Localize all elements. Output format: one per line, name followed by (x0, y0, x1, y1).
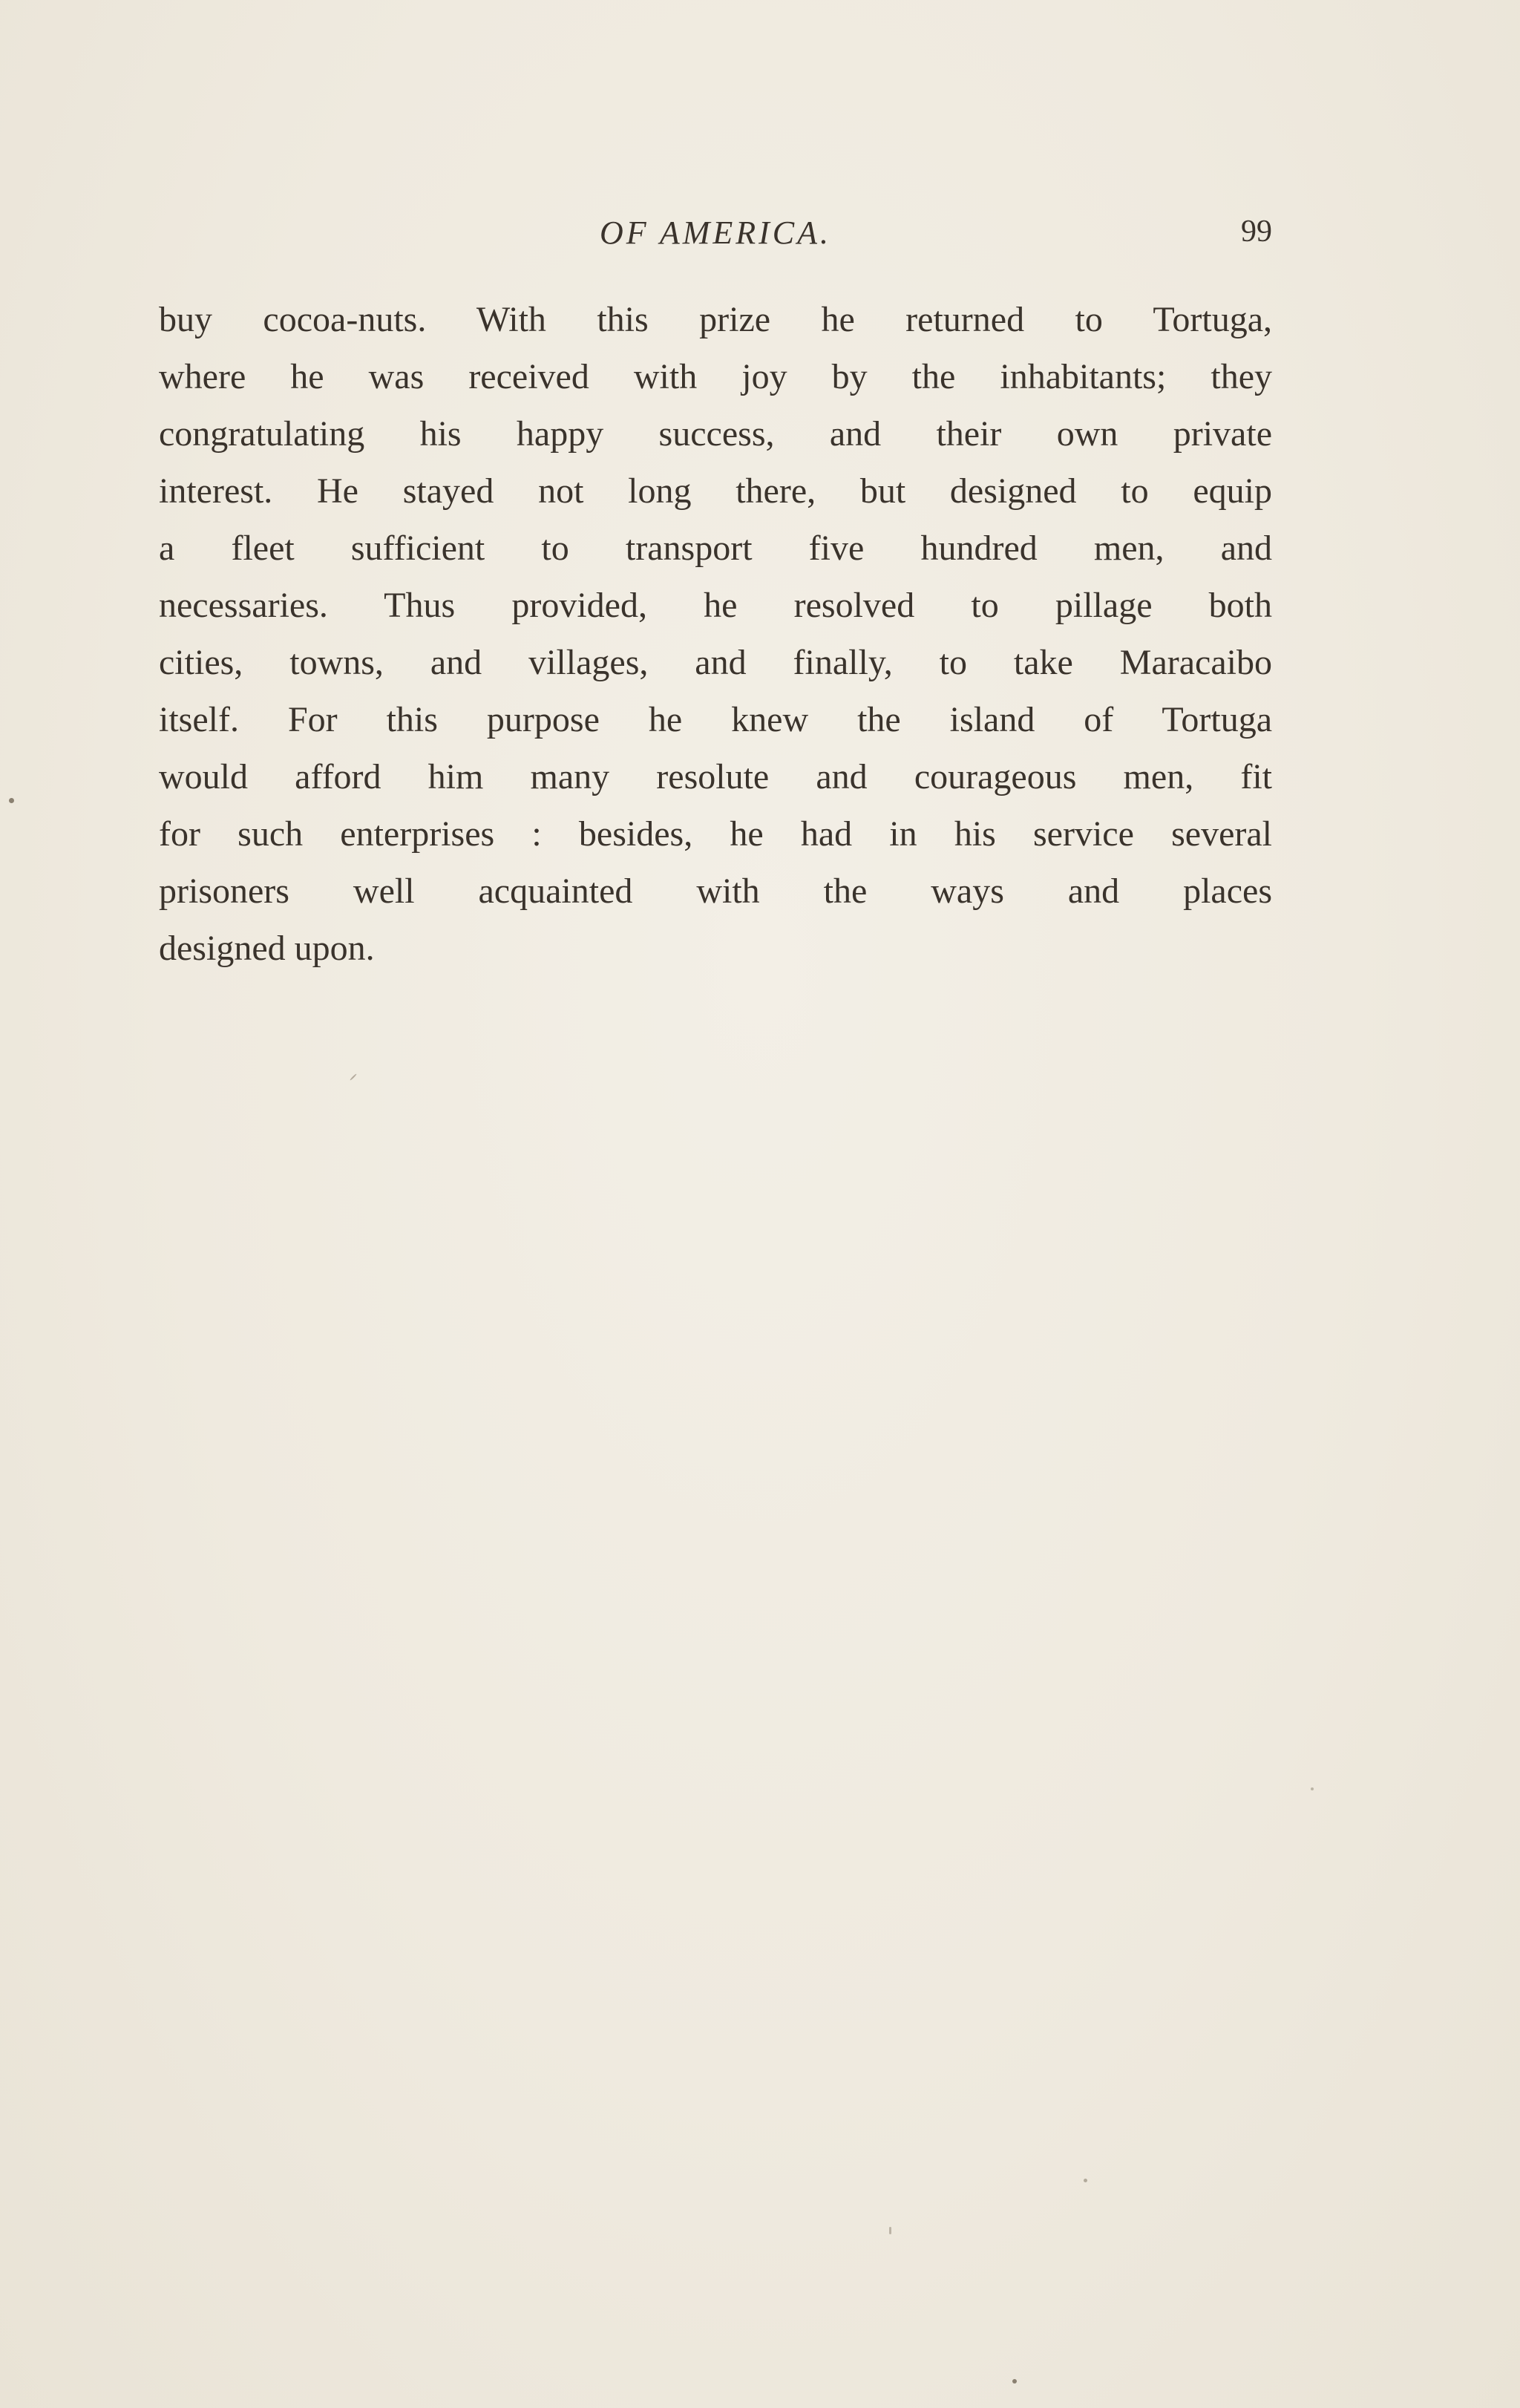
text-line: a fleet sufficient to transport five hundred men, and (159, 529, 1272, 568)
text-line: prisoners well acquainted with the ways and places (159, 871, 1272, 911)
paper-speck (1311, 1787, 1314, 1790)
text-line: cities, towns, and villages, and finally, to take Maracaibo (159, 643, 1272, 682)
text-line: buy cocoa-nuts. With this prize he returned to Tortuga, (159, 300, 1272, 339)
text-line: congratulating his happy success, and their own private (159, 414, 1272, 454)
running-title: OF AMERICA. (599, 215, 832, 251)
text-line: itself. For this purpose he knew the island of Tortuga (159, 700, 1272, 739)
text-line: necessaries. Thus provided, he resolved to pillage both (159, 586, 1272, 625)
paper-speck (1084, 2179, 1087, 2182)
text-line: for such enterprises : besides, he had in his service several (159, 814, 1272, 854)
paper-speck (9, 798, 14, 803)
body-paragraph (159, 291, 1272, 977)
page-number: 99 (1241, 215, 1272, 249)
text-line: designed upon. (159, 929, 375, 968)
paper-speck (350, 1073, 357, 1081)
paper-speck (889, 2227, 891, 2234)
paper-speck (1012, 2379, 1017, 2384)
text-line: would afford him many resolute and courageous men, fit (159, 757, 1272, 796)
text-line: interest. He stayed not long there, but designed to equip (159, 471, 1272, 511)
text-line: where he was received with joy by the inhabitants; they (159, 357, 1272, 396)
running-head (159, 214, 1272, 258)
